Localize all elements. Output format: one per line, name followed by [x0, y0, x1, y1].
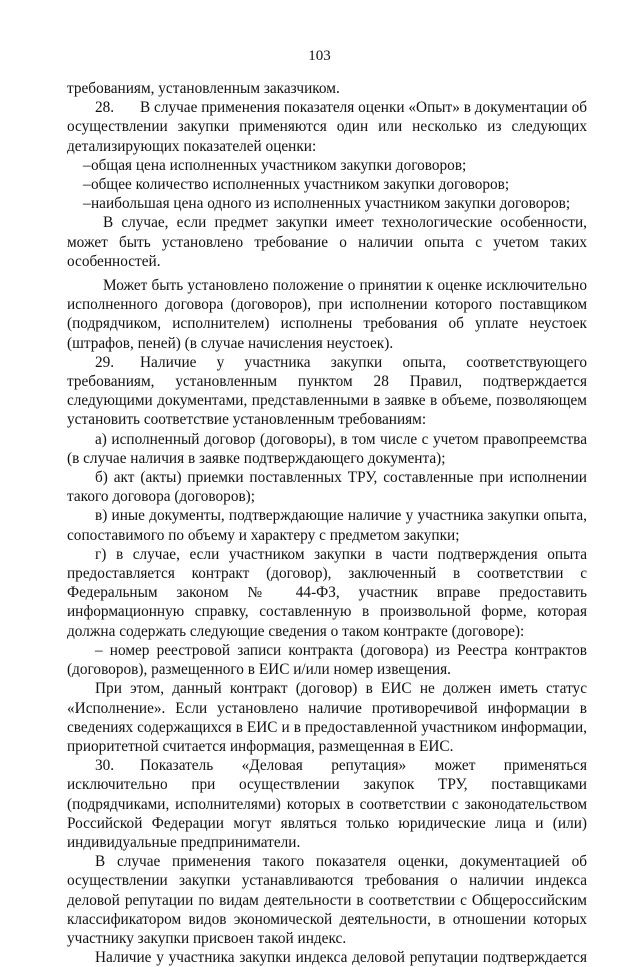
paragraph-last: Наличие у участника закупки индекса деловой репутации подтверждается	[95, 949, 587, 967]
clause-28	[67, 98, 587, 156]
paragraph-continuation: требованиям, установленным заказчиком.	[67, 80, 340, 97]
paragraph-penalty: Может быть установлено положение о принятии к оценке исключительно исполненного договора (договоров), при исполнении которого поставщиком (подрядчиком, исполнителем) исполнены требования об уплате неустоек (штрафов, пеней) (в случае начисления неустоек).	[67, 277, 587, 352]
list-dash: –	[83, 156, 91, 174]
clause-30-number: 30.	[95, 757, 115, 775]
clause-30-text: Показатель «Деловая репутация» может применяться исключительно при осуществлении закупок ТРУ, поставщиками (подрядчиками, исполнителями) которых в соответствии с законодательством Российской Федерации могут являться только юридические лица и (или) индивидуальные предприниматели.	[67, 757, 587, 851]
paragraph-tech: В случае, если предмет закупки имеет технологические особенности, может быть установлено требование о наличии опыта с учетом таких особенностей.	[67, 214, 587, 270]
subitem-g: г) в случае, если участником закупки в части подтверждения опыта предоставляется контракт (договор), заключенный в соответствии с Федеральным законом № 44-ФЗ, участник вправе предоставить информационную справку, составленную в произвольной форме, которая должна содержать следующие сведения о таком контракте (договоре):	[67, 545, 587, 640]
list-item: – общее количество исполненных участником закупки договоров;	[83, 176, 510, 194]
paragraph-reputation: В случае применения такого показателя оценки, документацией об осуществлении закупки устанавливаются требования о наличии индекса деловой репутации по видам деятельности в соответствии с Общероссийским классификатором видов экономической деятельности, в отношении которых участнику закупки присвоен такой индекс.	[67, 853, 587, 947]
clause-29-text: Наличие у участника закупки опыта, соответствующего требованиям, установленным пунктом 28 Правил, подтверждается следующими документами, представленными в заявке в объеме, позволяющем установить соответствие установленным требованиям:	[67, 353, 587, 429]
clause-28-text: В случае применения показателя оценки «Опыт» в документации об осуществлении закупки применяются один или несколько из следующих детализирующих показателей оценки:	[67, 99, 587, 155]
list-item: – наибольшая цена одного из исполненных участником закупки договоров;	[83, 195, 571, 213]
list-dash: –	[83, 176, 91, 194]
clause-28-number: 28.	[95, 99, 115, 117]
page-number: 103	[308, 48, 331, 64]
subitem-b: б) акт (акты) приемки поставленных ТРУ, составленные при исполнении такого договора (договоров);	[67, 469, 587, 506]
subitem-v: в) иные документы, подтверждающие наличие у участника закупки опыта, сопоставимого по объему и характеру с предметом закупки;	[67, 507, 587, 544]
subitem-a: а) исполненный договор (договоры), в том числе с учетом правопреемства (в случае наличия в заявке подтверждающего документа);	[67, 430, 587, 467]
subitem-g-dash-item: – номер реестровой записи контракта (договора) из Реестра контрактов (договоров), размещенного в ЕИС и/или номер извещения.	[67, 641, 587, 679]
paragraph-status: При этом, данный контракт (договор) в ЕИС не должен иметь статус «Исполнение». Если установлено наличие противоречивой информации в сведениях содержащихся в ЕИС и в предоставленной участником информации, приоритетной считается информация, размещенная в ЕИС.	[67, 680, 587, 755]
clause-29-number: 29.	[95, 353, 115, 371]
page-body	[67, 79, 587, 967]
list-dash: –	[83, 195, 91, 213]
clause-29	[67, 353, 587, 430]
clause-30	[67, 756, 587, 852]
list-item: – общая цена исполненных участником закупки договоров;	[83, 156, 467, 174]
